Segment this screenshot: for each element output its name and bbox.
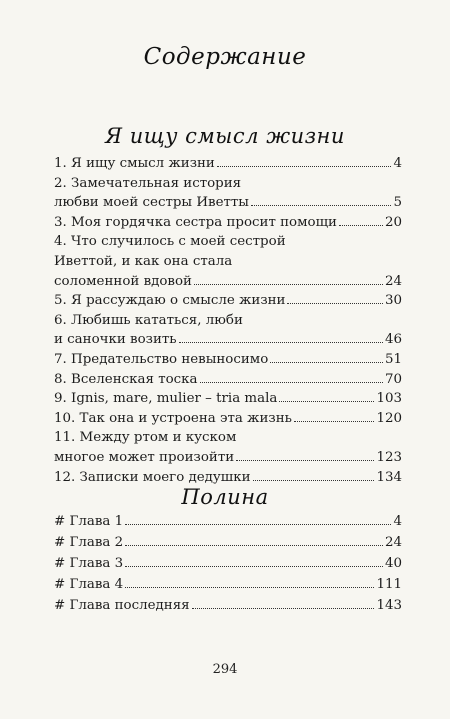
- toc-entry-line: [54, 553, 402, 574]
- toc-entry-page: 24: [384, 273, 402, 289]
- toc-entry-line: [54, 193, 402, 213]
- dot-leader: [270, 362, 383, 363]
- toc-entry-title-line: 10. Так она и устроена эта жизнь: [54, 410, 292, 426]
- toc-entry-title-line: 7. Предательство невыносимо: [54, 351, 269, 367]
- dot-leader: [125, 587, 374, 588]
- dot-leader: [194, 284, 383, 285]
- toc-entry: [54, 574, 402, 595]
- toc-entry-title-line: 8. Вселенская тоска: [54, 371, 198, 387]
- dot-leader: [294, 421, 375, 422]
- toc-entry: [54, 174, 402, 213]
- toc-entry-page: 103: [376, 391, 402, 407]
- toc-entry-title-line: 6. Любишь кататься, люби: [54, 312, 243, 328]
- toc-entry-title-line: # Глава последняя: [54, 598, 190, 613]
- toc-entry-title-line: любви моей сестры Иветты: [54, 195, 249, 211]
- toc-entry: [54, 428, 402, 467]
- toc-entry-line: [54, 213, 402, 233]
- dot-leader: [251, 205, 392, 206]
- toc-entry-title-line: Иветтой, и как она стала: [54, 253, 233, 269]
- toc-entry-title-line: # Глава 3: [54, 556, 124, 571]
- part2-toc: [54, 511, 402, 616]
- toc-entry-page: 111: [376, 577, 402, 592]
- toc-entry-page: 4: [393, 156, 402, 171]
- dot-leader: [339, 225, 383, 226]
- toc-entry-page: 4: [393, 514, 402, 529]
- toc-entry-line: [54, 409, 402, 429]
- toc-entry: [54, 553, 402, 574]
- contents-title: Содержание: [143, 44, 307, 70]
- toc-entry-page: 46: [384, 332, 402, 348]
- toc-entry: [54, 350, 402, 370]
- toc-entry-title-line: соломенной вдовой: [54, 273, 192, 289]
- dot-leader: [200, 382, 383, 383]
- toc-entry-line: [54, 272, 402, 292]
- toc-entry-page: 30: [384, 293, 402, 309]
- toc-entry-page: 5: [393, 195, 402, 211]
- toc-entry: [54, 213, 402, 233]
- part2-title: Полина: [181, 485, 269, 509]
- toc-entry: [54, 595, 402, 616]
- toc-entry-line: [54, 370, 402, 390]
- toc-entry-title-line: 9. Ignis, mare, mulier – tria mala: [54, 391, 278, 407]
- toc-entry: [54, 291, 402, 311]
- toc-entry-title-line: 5. Я рассуждаю о смысле жизни: [54, 293, 286, 309]
- dot-leader: [125, 566, 383, 567]
- toc-entry: [54, 154, 402, 174]
- dot-leader: [253, 480, 375, 481]
- part1-toc: [54, 154, 402, 487]
- toc-entry-page: 20: [384, 214, 402, 230]
- toc-entry-title-line: 4. Что случилось с моей сестрой: [54, 234, 286, 250]
- dot-leader: [125, 524, 391, 525]
- toc-entry-title-line: многое может произойти: [54, 449, 235, 465]
- toc-entry-page: 70: [384, 371, 402, 387]
- toc-entry-title-line: # Глава 4: [54, 577, 124, 592]
- toc-entry-line: [54, 330, 402, 350]
- toc-entry-line: [54, 350, 402, 370]
- toc-entry-page: 123: [376, 449, 402, 465]
- toc-entry-page: 120: [376, 410, 402, 426]
- toc-entry-line: [54, 595, 402, 616]
- toc-entry: [54, 232, 402, 291]
- toc-entry-line: [54, 511, 402, 532]
- toc-entry-title-line: 12. Записки моего дедушки: [54, 469, 251, 485]
- toc-entry: [54, 311, 402, 350]
- toc-entry-line: [54, 532, 402, 553]
- toc-entry-line: [54, 291, 402, 311]
- dot-leader: [279, 401, 374, 402]
- toc-entry-line: [54, 448, 402, 468]
- toc-entry-line: [54, 389, 402, 409]
- toc-entry-title-line: # Глава 1: [54, 514, 124, 529]
- dot-leader: [192, 608, 375, 609]
- toc-entry-title-line: 2. Замечательная история: [54, 175, 242, 191]
- toc-entry: [54, 511, 402, 532]
- toc-entry-page: 143: [376, 598, 402, 613]
- toc-entry-page: 134: [376, 469, 402, 485]
- toc-entry-title-line: и саночки возить: [54, 332, 177, 348]
- toc-entry: [54, 532, 402, 553]
- dot-leader: [236, 460, 374, 461]
- toc-entry: [54, 370, 402, 390]
- dot-leader: [179, 342, 383, 343]
- dot-leader: [125, 545, 383, 546]
- toc-entry-page: 24: [384, 535, 402, 550]
- page-number: 294: [212, 662, 238, 677]
- toc-entry-page: 51: [384, 351, 402, 367]
- toc-entry-line: [54, 574, 402, 595]
- toc-entry-line: [54, 154, 402, 174]
- toc-entry: [54, 409, 402, 429]
- dot-leader: [287, 303, 382, 304]
- toc-entry: [54, 389, 402, 409]
- toc-entry-title-line: 1. Я ищу смысл жизни: [54, 156, 215, 171]
- toc-entry-title-line: 11. Между ртом и куском: [54, 430, 237, 446]
- toc-entry-title-line: # Глава 2: [54, 535, 124, 550]
- part1-title: Я ищу смысл жизни: [105, 124, 345, 148]
- toc-entry-title-line: 3. Моя гордячка сестра просит помощи: [54, 214, 337, 230]
- dot-leader: [217, 166, 392, 167]
- toc-entry-page: 40: [384, 556, 402, 571]
